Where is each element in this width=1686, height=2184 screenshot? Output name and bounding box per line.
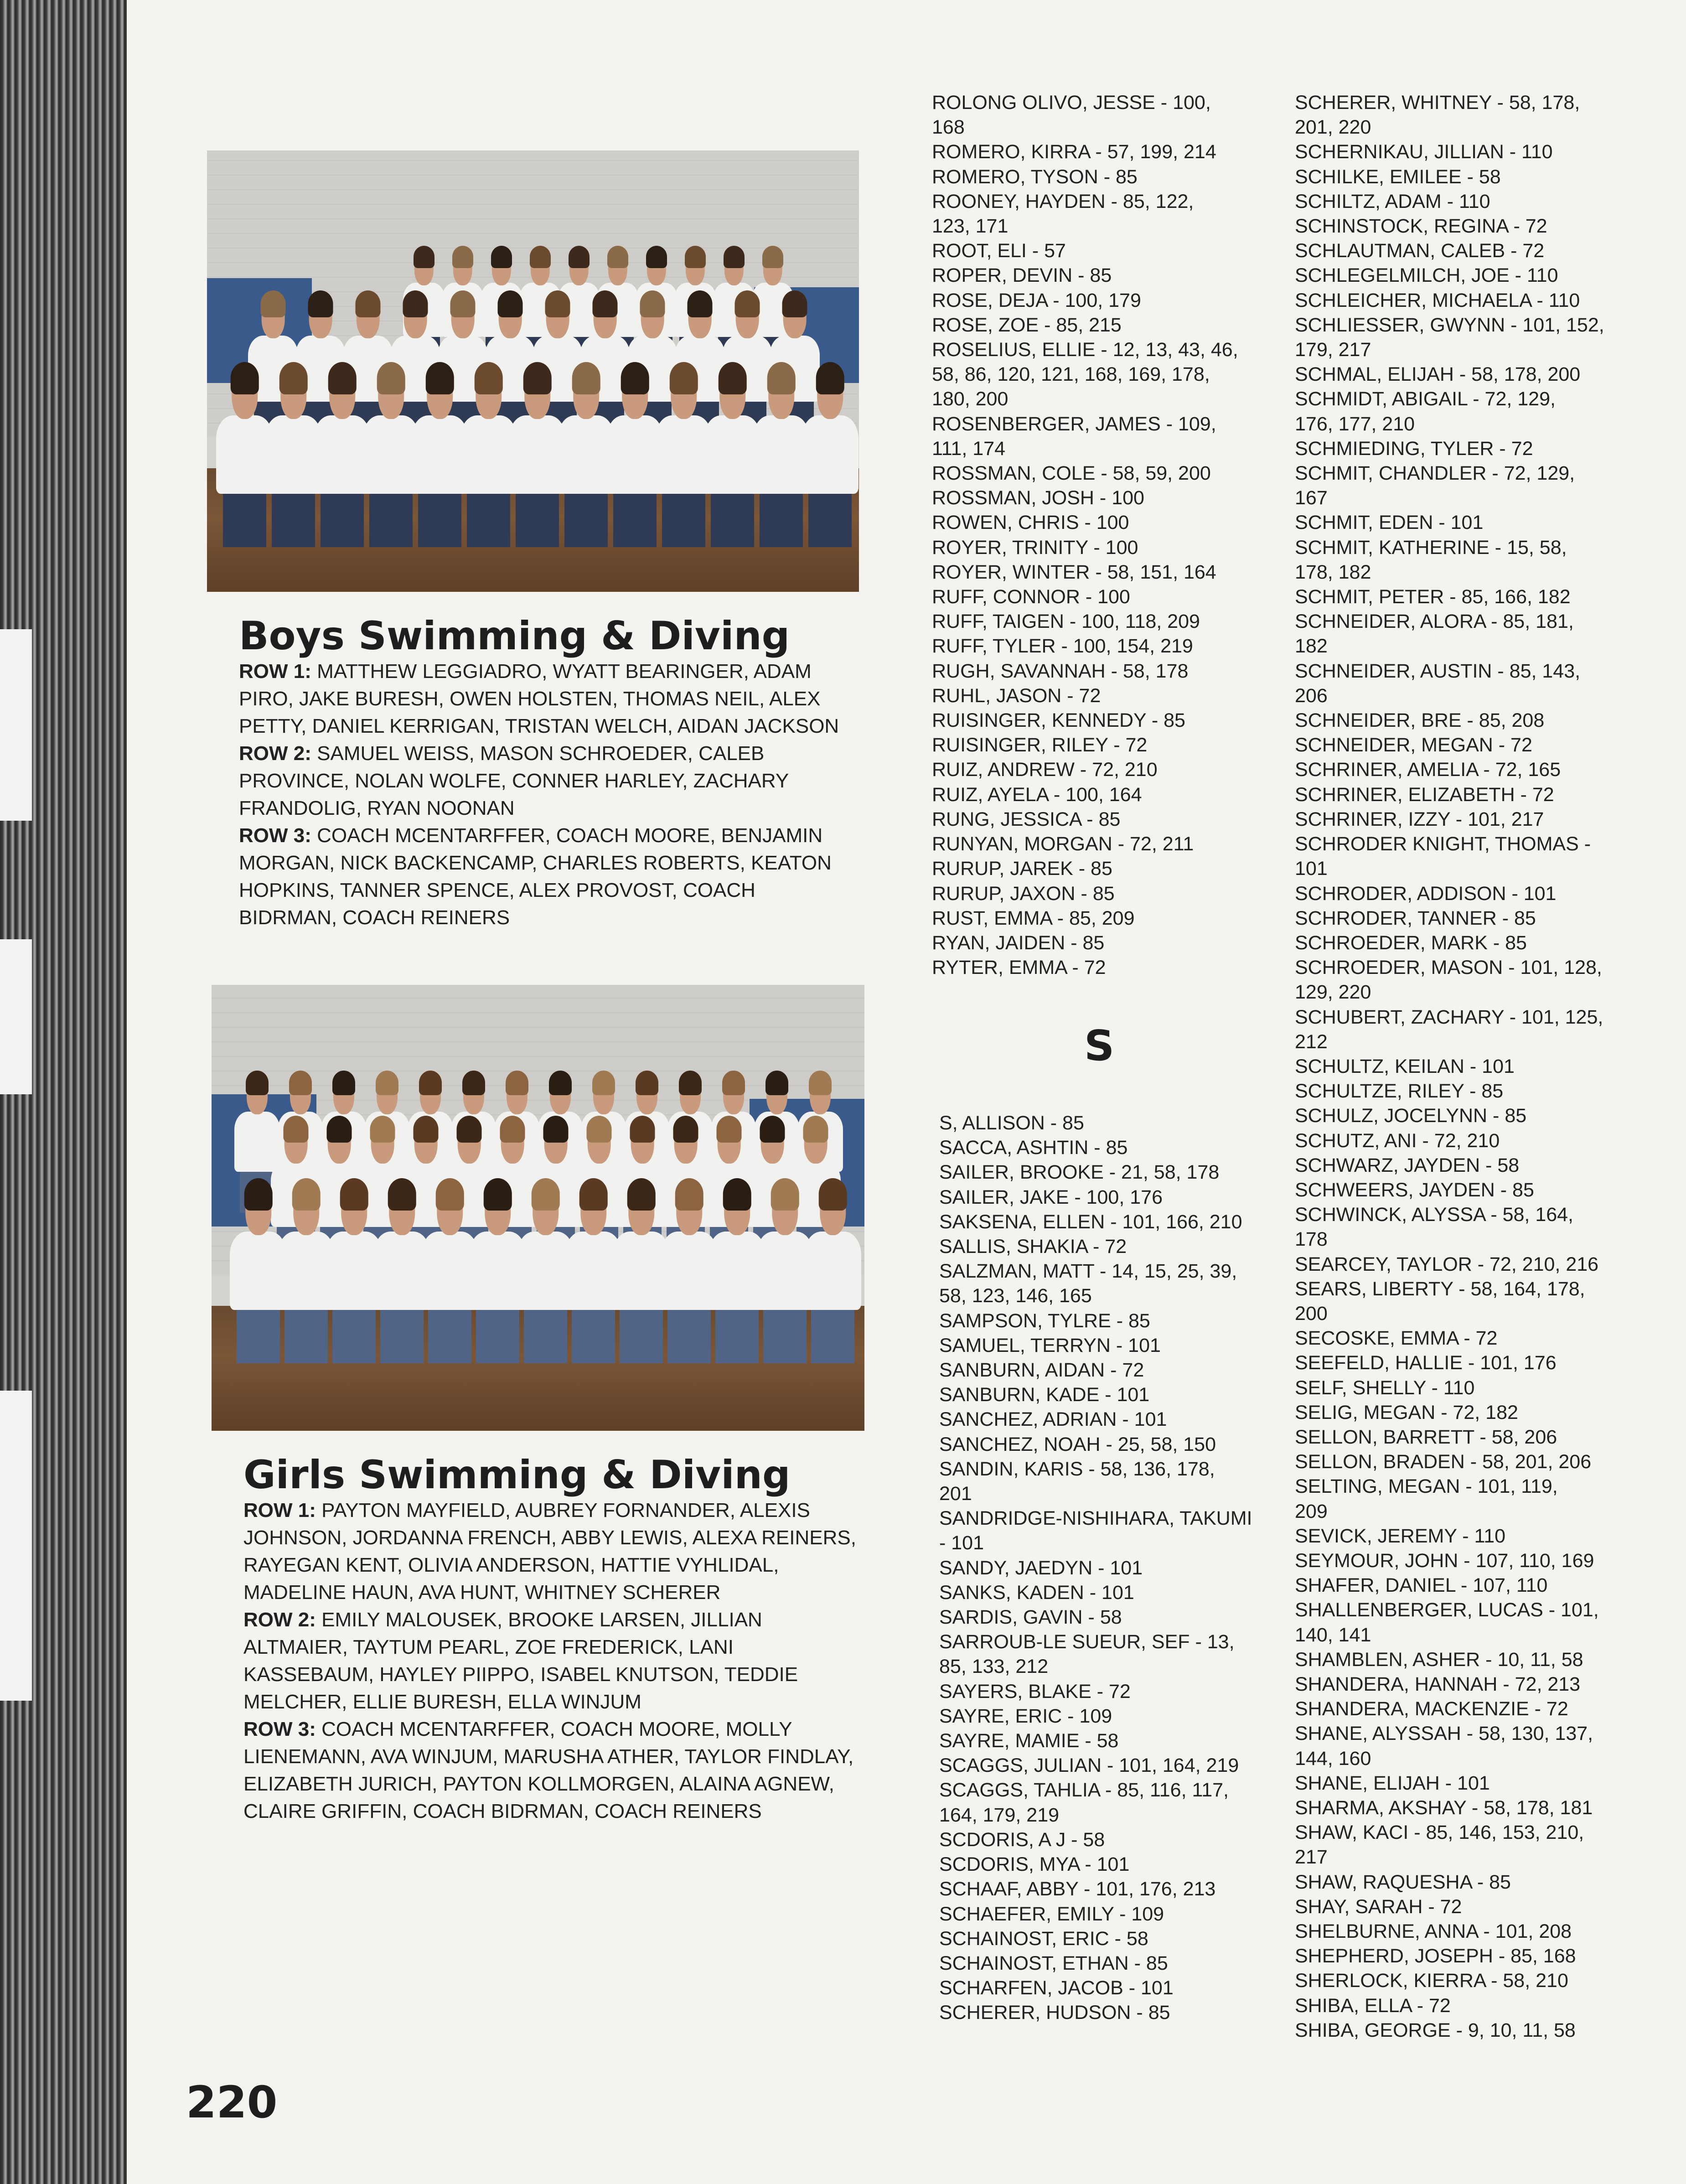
index-entry: RUISINGER, KENNEDY - 85 <box>932 709 1185 732</box>
index-entry: SHERLOCK, KIERRA - 58, 210 <box>1295 1970 1568 1992</box>
index-entry: SCHMIT, CHANDLER - 72, 129, 167 <box>1295 462 1575 509</box>
girls-row-3: ROW 3: COACH MCENTARFFER, COACH MOORE, MOLLY LIENEMANN, AVA WINJUM, MARUSHA ATHER, TAYLOR FINDLAY, ELIZABETH JURICH, PAYTON KOLLMORGEN, ALAINA AGNEW, CLAIRE GRIFFIN, COACH BIDRMAN, COACH REINERS <box>243 1718 854 1822</box>
index-entry: SCHWEERS, JAYDEN - 85 <box>1295 1179 1534 1201</box>
index-entry: SCHILTZ, ADAM - 110 <box>1295 190 1490 212</box>
index-entry: SCHULZ, JOCELYNN - 85 <box>1295 1105 1527 1127</box>
girls-section-title: Girls Swimming & Diving <box>243 1452 791 1498</box>
index-entry: SANBURN, AIDAN - 72 <box>939 1359 1144 1382</box>
boys-team-photo <box>207 150 859 592</box>
index-entry: SCHLAUTMAN, CALEB - 72 <box>1295 240 1545 262</box>
index-entry: SCAGGS, TAHLIA - 85, 116, 117, 164, 179, 219 <box>939 1779 1229 1826</box>
team-member-figure <box>804 1185 861 1363</box>
index-entry: SCHRINER, IZZY - 101, 217 <box>1295 808 1544 830</box>
index-entry: SHALLENBERGER, LUCAS - 101, 140, 141 <box>1295 1599 1599 1646</box>
index-entry: ROSE, ZOE - 85, 215 <box>932 314 1122 336</box>
index-entry: RYTER, EMMA - 72 <box>932 957 1106 979</box>
index-entry: RUFF, TYLER - 100, 154, 219 <box>932 635 1193 657</box>
index-entry: SEYMOUR, JOHN - 107, 110, 169 <box>1295 1549 1594 1572</box>
index-entry: SCHLIESSER, GWYNN - 101, 152, 179, 217 <box>1295 314 1604 361</box>
index-entry: SELTING, MEGAN - 101, 119, 209 <box>1295 1475 1558 1522</box>
index-entry: ROSE, DEJA - 100, 179 <box>932 289 1141 311</box>
index-entry: RUNG, JESSICA - 85 <box>932 808 1121 830</box>
index-entry: SCHMIEDING, TYLER - 72 <box>1295 437 1533 460</box>
index-letter-heading: S <box>1084 1021 1115 1070</box>
index-entry: SCHERER, WHITNEY - 58, 178, 201, 220 <box>1295 92 1580 139</box>
index-column-2 <box>1295 90 1641 2043</box>
boys-caption <box>239 658 850 932</box>
index-entry: RURUP, JAXON - 85 <box>932 882 1115 905</box>
index-entry: SANCHEZ, ADRIAN - 101 <box>939 1408 1167 1431</box>
index-entry: SCHARFEN, JACOB - 101 <box>939 1977 1174 1999</box>
index-entry: SHELBURNE, ANNA - 101, 208 <box>1295 1920 1572 1943</box>
index-entry: SCHINSTOCK, REGINA - 72 <box>1295 215 1547 238</box>
index-entry: SCHERNIKAU, JILLIAN - 110 <box>1295 141 1553 163</box>
index-entry: SANDRIDGE-NISHIHARA, TAKUMI - 101 <box>939 1507 1252 1554</box>
index-entry: SHAY, SARAH - 72 <box>1295 1895 1462 1918</box>
index-entry: SHAMBLEN, ASHER - 10, 11, 58 <box>1295 1648 1583 1671</box>
index-entry: SAYRE, ERIC - 109 <box>939 1705 1112 1727</box>
index-entry: SARDIS, GAVIN - 58 <box>939 1606 1122 1629</box>
index-entry: ROOT, ELI - 57 <box>932 240 1066 262</box>
index-entry: RUGH, SAVANNAH - 58, 178 <box>932 660 1189 682</box>
index-entry: SAMPSON, TYLRE - 85 <box>939 1309 1150 1332</box>
index-entry: SCDORIS, A J - 58 <box>939 1828 1105 1851</box>
index-entry: SCHMIT, PETER - 85, 166, 182 <box>1295 586 1571 608</box>
index-entry: SHIBA, GEORGE - 9, 10, 11, 58 <box>1295 2019 1576 2041</box>
index-entry: SCHLEICHER, MICHAELA - 110 <box>1295 289 1580 311</box>
boys-section-title: Boys Swimming & Diving <box>239 613 790 659</box>
index-entry: SHIBA, ELLA - 72 <box>1295 1994 1451 2017</box>
index-entry: SCHAINOST, ERIC - 58 <box>939 1927 1148 1950</box>
girls-row-2: ROW 2: EMILY MALOUSEK, BROOKE LARSEN, JILLIAN ALTMAIER, TAYTUM PEARL, ZOE FREDERICK, LANI KASSEBAUM, HAYLEY PIIPPO, ISABEL KNUTSON, TEDDIE MELCHER, ELLIE BURESH, ELLA WINJUM <box>243 1609 798 1713</box>
index-entry: SHANDERA, MACKENZIE - 72 <box>1295 1698 1568 1720</box>
index-entry: SAILER, JAKE - 100, 176 <box>939 1186 1163 1208</box>
index-entry: SANCHEZ, NOAH - 25, 58, 150 <box>939 1433 1216 1455</box>
index-entry: ROMERO, TYSON - 85 <box>932 166 1138 188</box>
index-entry: SCHUTZ, ANI - 72, 210 <box>1295 1129 1500 1152</box>
girls-row-1: ROW 1: PAYTON MAYFIELD, AUBREY FORNANDER, ALEXIS JOHNSON, JORDANNA FRENCH, ABBY LEWIS, ALEXA REINERS, RAYEGAN KENT, OLIVIA ANDERSON, HATTIE VYHLIDAL, MADELINE HAUN, AVA HUNT, WHITNEY SCHERER <box>243 1499 856 1604</box>
index-entry: SAYERS, BLAKE - 72 <box>939 1680 1131 1703</box>
index-entry: ROONEY, HAYDEN - 85, 122, 123, 171 <box>932 190 1194 238</box>
index-entry: SHANE, ALYSSAH - 58, 130, 137, 144, 160 <box>1295 1723 1593 1770</box>
index-entry: SCHRODER, TANNER - 85 <box>1295 907 1536 929</box>
index-entry: RUST, EMMA - 85, 209 <box>932 907 1135 929</box>
index-entry: RUFF, TAIGEN - 100, 118, 209 <box>932 611 1200 633</box>
index-entry: RUNYAN, MORGAN - 72, 211 <box>932 833 1194 855</box>
index-entry: SCHULTZ, KEILAN - 101 <box>1295 1055 1515 1077</box>
index-entry: SANKS, KADEN - 101 <box>939 1581 1134 1604</box>
index-entry: RUIZ, ANDREW - 72, 210 <box>932 759 1158 781</box>
index-entry: SCHUBERT, ZACHARY - 101, 125, 212 <box>1295 1006 1603 1053</box>
index-entry: ROYER, TRINITY - 100 <box>932 536 1138 559</box>
index-entry: SAYRE, MAMIE - 58 <box>939 1730 1119 1752</box>
index-entry: RUFF, CONNOR - 100 <box>932 586 1130 608</box>
index-entry: SELF, SHELLY - 110 <box>1295 1377 1475 1399</box>
index-entry: SELIG, MEGAN - 72, 182 <box>1295 1401 1518 1423</box>
index-entry: SCHWINCK, ALYSSA - 58, 164, 178 <box>1295 1204 1574 1251</box>
index-column-1-s <box>939 1111 1277 2025</box>
index-entry: RUISINGER, RILEY - 72 <box>932 734 1148 756</box>
index-entry: SCHROEDER, MARK - 85 <box>1295 932 1527 954</box>
index-column-1-r <box>932 90 1269 980</box>
index-entry: SHARMA, AKSHAY - 58, 178, 181 <box>1295 1797 1593 1819</box>
index-entry: SEARCEY, TAYLOR - 72, 210, 216 <box>1295 1253 1599 1275</box>
index-entry: SAKSENA, ELLEN - 101, 166, 210 <box>939 1211 1242 1233</box>
index-entry: SALZMAN, MATT - 14, 15, 25, 39, 58, 123, 146, 165 <box>939 1260 1237 1307</box>
index-entry: ROSELIUS, ELLIE - 12, 13, 43, 46, 58, 86, 120, 121, 168, 169, 178, 180, 200 <box>932 339 1238 410</box>
index-entry: SHAW, KACI - 85, 146, 153, 210, 217 <box>1295 1822 1584 1868</box>
yearbook-page <box>127 0 1686 2184</box>
index-entry: ROPER, DEVIN - 85 <box>932 264 1112 287</box>
index-entry: SCHRINER, ELIZABETH - 72 <box>1295 783 1554 806</box>
index-tab-marker <box>0 629 32 821</box>
index-entry: SCHNEIDER, AUSTIN - 85, 143, 206 <box>1295 660 1581 707</box>
index-entry: SCHULTZE, RILEY - 85 <box>1295 1080 1504 1102</box>
page-number: 220 <box>186 2077 278 2128</box>
index-entry: SCHMAL, ELIJAH - 58, 178, 200 <box>1295 363 1581 386</box>
index-entry: SANDIN, KARIS - 58, 136, 178, 201 <box>939 1458 1215 1505</box>
index-entry: SCHWARZ, JAYDEN - 58 <box>1295 1154 1520 1176</box>
index-entry: SHAFER, DANIEL - 107, 110 <box>1295 1574 1548 1597</box>
index-entry: RUIZ, AYELA - 100, 164 <box>932 783 1142 806</box>
index-entry: SCHMIT, KATHERINE - 15, 58, 178, 182 <box>1295 536 1567 583</box>
index-entry: SCHNEIDER, ALORA - 85, 181, 182 <box>1295 611 1574 657</box>
index-entry: SHEPHERD, JOSEPH - 85, 168 <box>1295 1945 1576 1967</box>
index-entry: SCHLEGELMILCH, JOE - 110 <box>1295 264 1558 287</box>
girls-team-photo <box>212 985 864 1431</box>
girls-caption <box>243 1497 864 1825</box>
index-entry: ROMERO, KIRRA - 57, 199, 214 <box>932 141 1216 163</box>
index-entry: SARROUB-LE SUEUR, SEF - 13, 85, 133, 212 <box>939 1631 1235 1678</box>
index-entry: SACCA, ASHTIN - 85 <box>939 1137 1128 1159</box>
index-entry: SCHMIT, EDEN - 101 <box>1295 512 1484 534</box>
index-entry: SAMUEL, TERRYN - 101 <box>939 1334 1161 1356</box>
index-entry: SCHNEIDER, BRE - 85, 208 <box>1295 709 1545 732</box>
index-entry: ROLONG OLIVO, JESSE - 100, 168 <box>932 92 1211 139</box>
index-entry: SCHILKE, EMILEE - 58 <box>1295 166 1501 188</box>
index-entry: RURUP, JAREK - 85 <box>932 858 1112 880</box>
index-entry: SEEFELD, HALLIE - 101, 176 <box>1295 1352 1557 1374</box>
index-entry: SCDORIS, MYA - 101 <box>939 1853 1130 1876</box>
index-entry: ROSSMAN, COLE - 58, 59, 200 <box>932 462 1211 485</box>
index-entry: SCHMIDT, ABIGAIL - 72, 129, 176, 177, 210 <box>1295 388 1556 435</box>
index-entry: SCHROEDER, MASON - 101, 128, 129, 220 <box>1295 957 1602 1004</box>
index-entry: ROSSMAN, JOSH - 100 <box>932 487 1144 509</box>
index-entry: SCHAAF, ABBY - 101, 176, 213 <box>939 1878 1216 1900</box>
index-entry: SELLON, BARRETT - 58, 206 <box>1295 1426 1557 1448</box>
index-entry: SCHRODER KNIGHT, THOMAS - 101 <box>1295 833 1591 880</box>
index-entry: SANDY, JAEDYN - 101 <box>939 1557 1143 1579</box>
index-entry: SHAW, RAQUESHA - 85 <box>1295 1871 1511 1893</box>
index-entry: SCHNEIDER, MEGAN - 72 <box>1295 734 1532 756</box>
index-entry: SCHAEFER, EMILY - 109 <box>939 1903 1164 1925</box>
index-tab-marker <box>0 1391 32 1701</box>
index-entry: SHANE, ELIJAH - 101 <box>1295 1772 1490 1794</box>
team-member-figure <box>802 369 859 547</box>
index-entry: SALLIS, SHAKIA - 72 <box>939 1236 1127 1258</box>
index-entry: SEVICK, JEREMY - 110 <box>1295 1525 1506 1547</box>
index-entry: SCAGGS, JULIAN - 101, 164, 219 <box>939 1754 1239 1777</box>
index-entry: SEARS, LIBERTY - 58, 164, 178, 200 <box>1295 1278 1585 1325</box>
index-entry: RYAN, JAIDEN - 85 <box>932 932 1105 954</box>
index-entry: SANBURN, KADE - 101 <box>939 1384 1150 1406</box>
index-entry: SECOSKE, EMMA - 72 <box>1295 1327 1498 1350</box>
index-entry: SHANDERA, HANNAH - 72, 213 <box>1295 1673 1581 1695</box>
index-entry: SAILER, BROOKE - 21, 58, 178 <box>939 1161 1220 1184</box>
boys-row-3: ROW 3: COACH MCENTARFFER, COACH MOORE, BENJAMIN MORGAN, NICK BACKENCAMP, CHARLES ROBERTS, KEATON HOPKINS, TANNER SPENCE, ALEX PROVOST, COACH BIDRMAN, COACH REINERS <box>239 824 832 929</box>
index-entry: SCHRINER, AMELIA - 72, 165 <box>1295 759 1561 781</box>
index-entry: ROYER, WINTER - 58, 151, 164 <box>932 561 1216 583</box>
boys-row-1: ROW 1: MATTHEW LEGGIADRO, WYATT BEARINGER, ADAM PIRO, JAKE BURESH, OWEN HOLSTEN, THOMAS NEIL, ALEX PETTY, DANIEL KERRIGAN, TRISTAN WELCH, AIDAN JACKSON <box>239 660 839 737</box>
index-entry: SELLON, BRADEN - 58, 201, 206 <box>1295 1451 1592 1473</box>
index-entry: S, ALLISON - 85 <box>939 1112 1084 1134</box>
index-entry: ROWEN, CHRIS - 100 <box>932 512 1129 534</box>
index-entry: ROSENBERGER, JAMES - 109, 111, 174 <box>932 413 1216 460</box>
index-tab-marker <box>0 939 32 1094</box>
index-entry: SCHAINOST, ETHAN - 85 <box>939 1952 1168 1974</box>
index-entry: SCHERER, HUDSON - 85 <box>939 2002 1170 2024</box>
index-entry: SCHRODER, ADDISON - 101 <box>1295 882 1557 905</box>
boys-row-2: ROW 2: SAMUEL WEISS, MASON SCHROEDER, CALEB PROVINCE, NOLAN WOLFE, CONNER HARLEY, ZACHARY FRANDOLIG, RYAN NOONAN <box>239 742 789 819</box>
index-entry: RUHL, JASON - 72 <box>932 684 1101 707</box>
